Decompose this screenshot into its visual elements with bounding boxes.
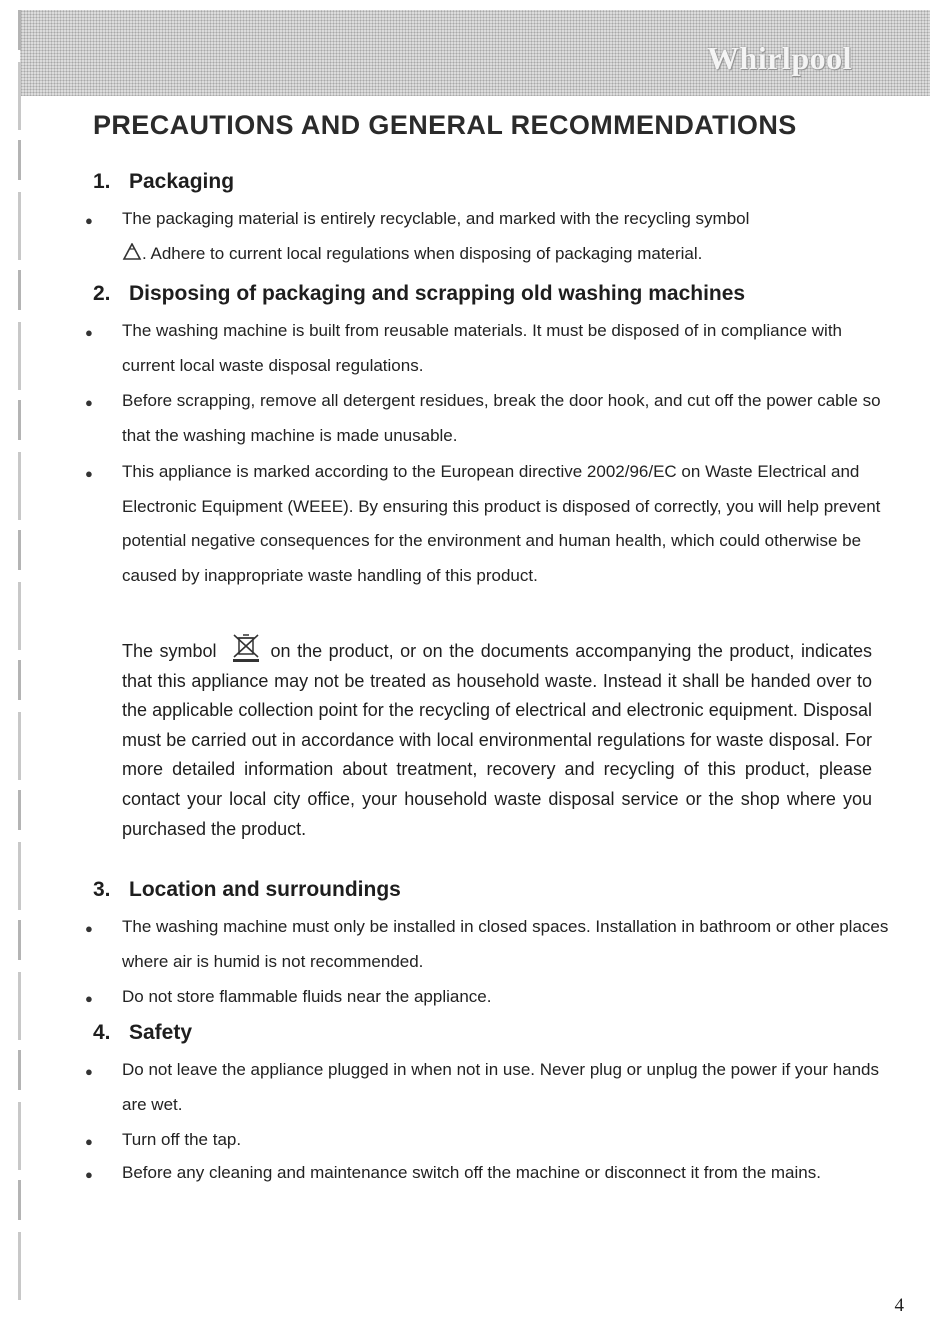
bullet-icon: ● — [85, 1134, 93, 1149]
section-title: Disposing of packaging and scrapping old washing machines — [129, 282, 746, 305]
section-heading-packaging — [93, 170, 234, 194]
bullet-icon: ● — [85, 395, 93, 410]
section-heading-disposing — [93, 282, 745, 306]
weee-prefix: The symbol — [122, 641, 217, 661]
section-title: Location and surroundings — [129, 878, 401, 901]
page-number: 4 — [894, 1295, 904, 1316]
recycle-icon — [122, 239, 142, 257]
weee-text: on the product, or on the documents accompanying the product, indicates that this appliance may not be treated as household waste. Instead it shall be handed over to the applicable collection point for the recycling of electrical and electronic equipment. Disposal must be carried out in accordance with local environmental regulations for waste disposal. For more detailed information about treatment, recovery and recycling of this product, please contact your local city office, your household waste disposal service or the shop where you purchased the product. — [122, 641, 872, 839]
list-item: Before any cleaning and maintenance switch off the machine or disconnect it from the mains. — [122, 1163, 821, 1182]
list-item: Turn off the tap. — [122, 1130, 242, 1149]
list-item: Do not store flammable fluids near the appliance. — [122, 987, 492, 1006]
list-item: This appliance is marked according to the European directive 2002/96/EC on Waste Electrical and Electronic Equipment (WEEE). By ensuring this product is disposed of correctly, you will help prevent potential negative consequences for the environment and human health, which could otherwise be caused by inappropriate waste handling of this product. — [122, 462, 881, 585]
section-title: Packaging — [129, 170, 235, 193]
weee-paragraph — [122, 633, 872, 844]
bullet-icon: ● — [85, 213, 93, 228]
list-item: The washing machine must only be installed in closed spaces. Installation in bathroom or other places where air is humid is not recommended. — [122, 917, 889, 971]
list-item-packaging — [122, 202, 892, 271]
list-item: Before scrapping, remove all detergent residues, break the door hook, and cut off the power cable so that the washing machine is made unusable. — [122, 391, 881, 445]
bullet-icon: ● — [85, 325, 93, 340]
section-title: Safety — [129, 1021, 193, 1044]
list-item: Do not leave the appliance plugged in when not in use. Never plug or unplug the power if your hands are wet. — [122, 1060, 880, 1114]
list-item: The washing machine is built from reusable materials. It must be disposed of in compliance with current local waste disposal regulations. — [122, 321, 843, 375]
crossed-bin-icon — [229, 633, 263, 663]
section-number: 3. — [93, 878, 111, 901]
list-item-text: The packaging material is entirely recyclable, and marked with the recycling symbol — [122, 209, 750, 228]
whirlpool-logo: Whirlpool — [707, 40, 852, 76]
list-item-text: . Adhere to current local regulations when disposing of packaging material. — [142, 243, 703, 263]
bullet-icon: ● — [85, 921, 93, 936]
bullet-icon: ● — [85, 1064, 93, 1079]
section-number: 2. — [93, 282, 111, 305]
page-title: PRECAUTIONS AND GENERAL RECOMMENDATIONS — [93, 110, 797, 140]
bullet-icon: ● — [85, 466, 93, 481]
section-number: 1. — [93, 170, 111, 193]
header-band — [20, 10, 930, 96]
bullet-icon: ● — [85, 991, 93, 1006]
section-heading-safety — [93, 1021, 192, 1045]
bullet-icon: ● — [85, 1167, 93, 1182]
scan-edge — [18, 10, 21, 1310]
section-number: 4. — [93, 1021, 111, 1044]
section-heading-location — [93, 878, 401, 902]
